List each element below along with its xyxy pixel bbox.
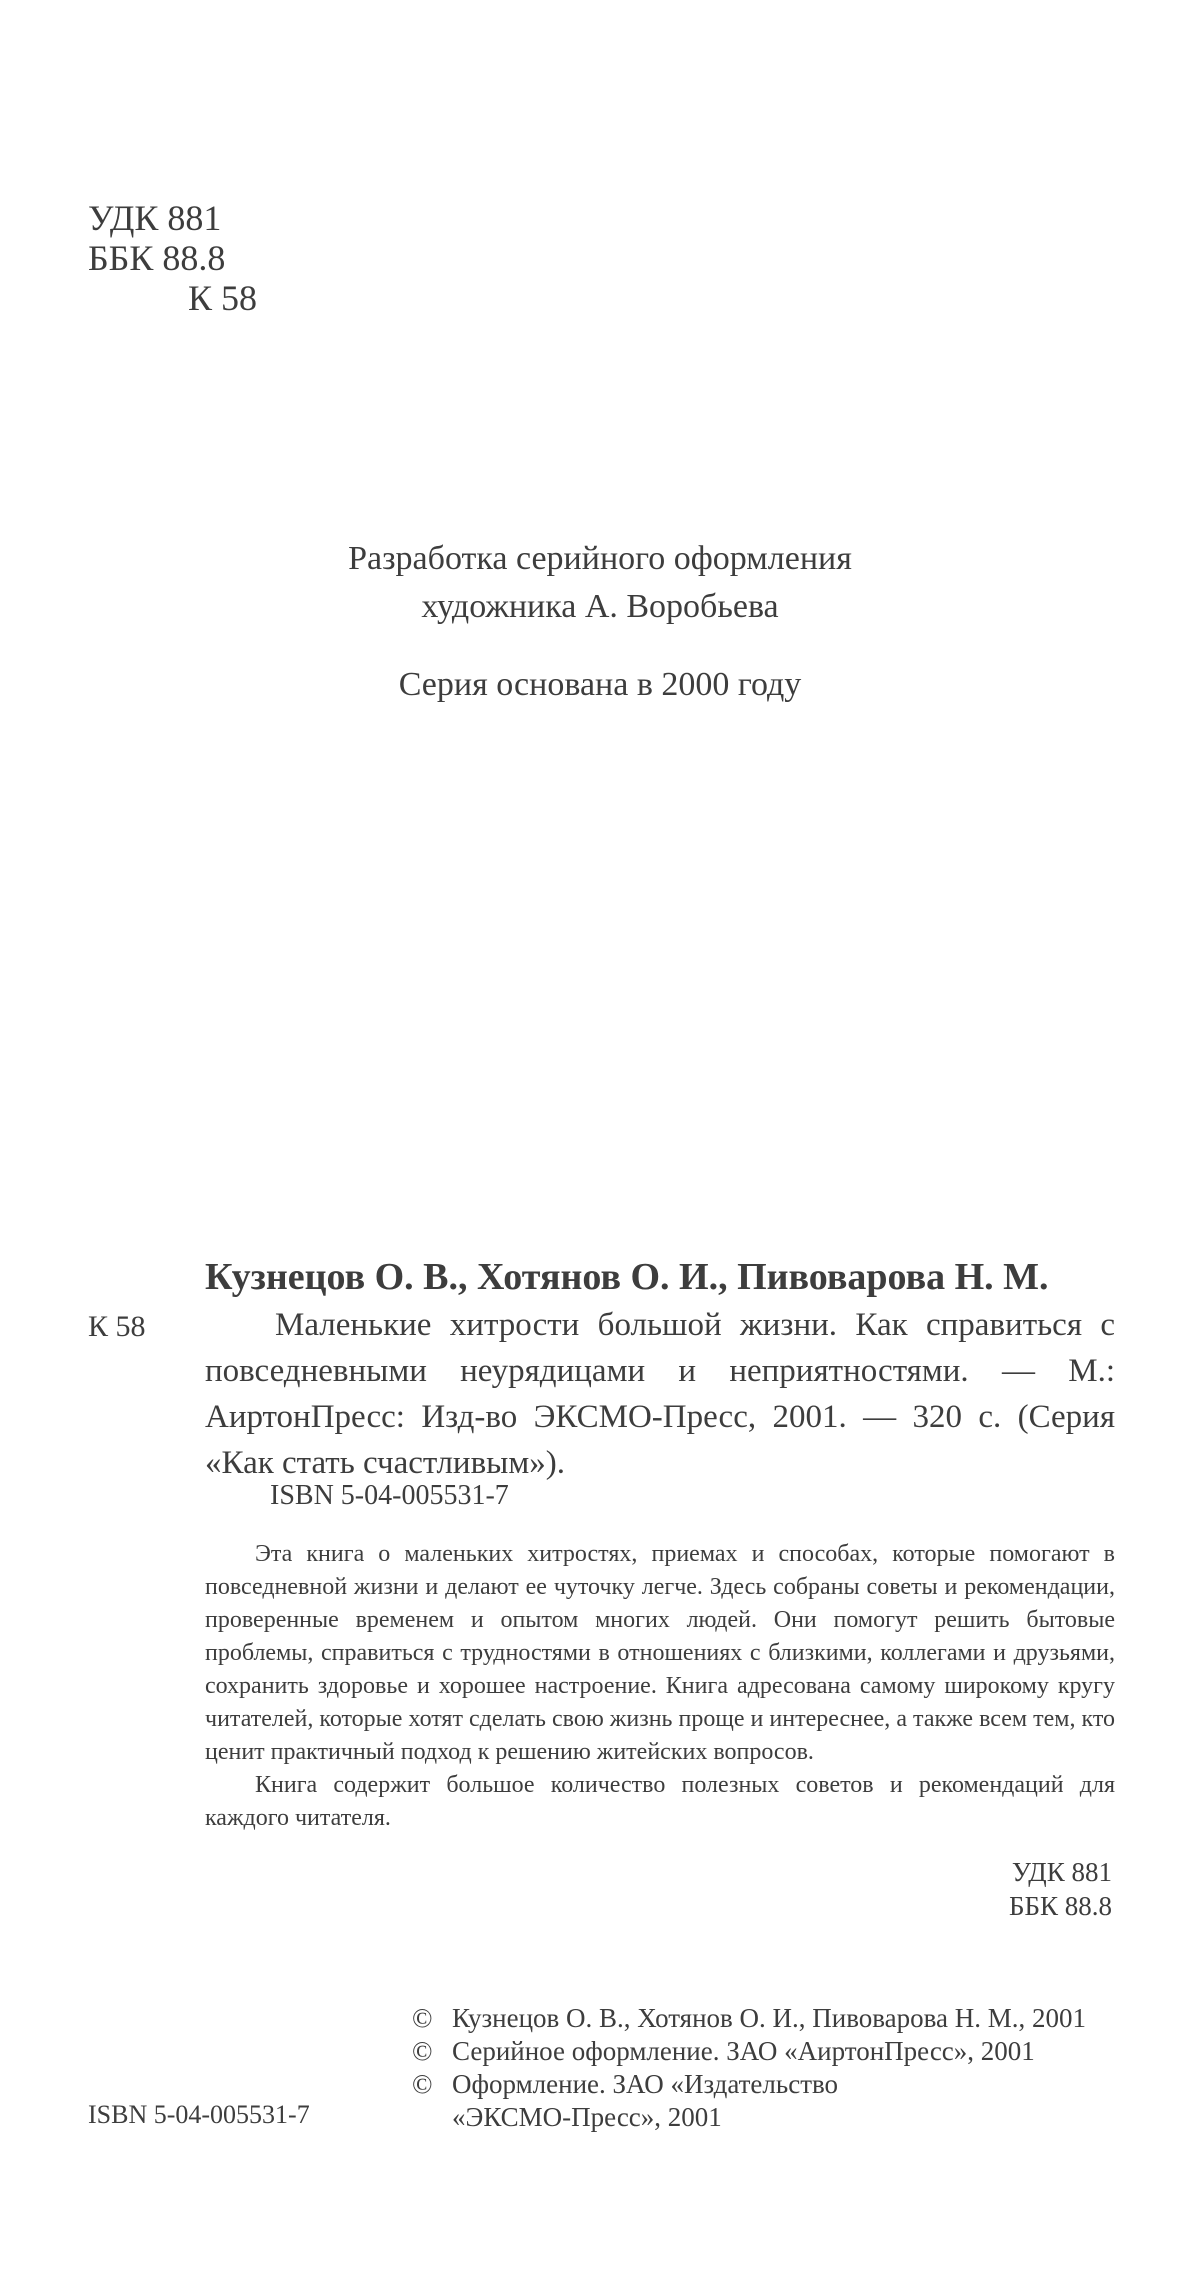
classification-codes: [88, 198, 257, 318]
isbn-bottom: ISBN 5-04-005531-7: [88, 2100, 310, 2129]
description-text: Маленькие хитрости большой жизни. Как справиться с повседневными неурядицами и неприятностями. — М.: АиртонПресс: Изд-во ЭКСМО-Пресс, 2001. — 320 с. (Серия «Как стать счастливым»).: [205, 1307, 1115, 1481]
copyright-symbol: ©: [412, 2003, 433, 2033]
copyright-symbol: ©: [412, 2036, 433, 2066]
copyright-line: © Кузнецов О. В., Хотянов О. И., Пивоварова Н. М., 2001: [412, 2003, 1087, 2033]
bottom-bbk: ББК 88.8: [1008, 1891, 1112, 1921]
series-note: [0, 535, 1200, 709]
copyright-symbol: ©: [412, 2069, 433, 2099]
author-sign: К 58: [188, 278, 258, 318]
annotation-paragraph-1: Эта книга о маленьких хитростях, приемах и способах, которые помогают в повседневной жизни и делают ее чуточку легче. Здесь собраны советы и рекомендации, проверенные временем и опытом многих людей. Они помогут решить бытовые проблемы, справиться с трудностями в отношениях с близкими, коллегами и друзьями, сохранить здоровье и хорошее настроение. Книга адресована самому широкому кругу читателей, которые хотят сделать свою жизнь проще и интереснее, а также всем тем, кто ценит практичный подход к решению житейских вопросов.: [205, 1541, 1115, 1765]
series-design-line2: художника А. Воробьева: [421, 588, 779, 625]
bibliographic-description: [205, 1302, 1115, 1486]
entry-mark: К 58: [88, 1310, 146, 1343]
copyright-block: [412, 2002, 1086, 2134]
series-design-line1: Разработка серийного оформления: [348, 540, 852, 577]
annotation: [205, 1538, 1115, 1835]
bottom-udk: УДК 881: [1011, 1857, 1112, 1887]
series-founded: Серия основана в 2000 году: [398, 666, 802, 703]
copyright-line: © Оформление. ЗАО «Издательство: [412, 2069, 839, 2099]
authors-line: Кузнецов О. В., Хотянов О. И., Пивоварова Н. М.: [205, 1256, 1049, 1298]
copyright-line: © Серийное оформление. ЗАО «АиртонПресс», 2001: [412, 2036, 1035, 2066]
bbk-code: ББК 88.8: [88, 238, 226, 278]
bottom-classification: [1009, 1855, 1112, 1923]
copyright-line-continued: «ЭКСМО-Пресс», 2001: [452, 2102, 722, 2132]
entry-isbn: ISBN 5-04-005531-7: [270, 1480, 509, 1511]
annotation-paragraph-2: Книга содержит большое количество полезных советов и рекомендаций для каждого читателя.: [205, 1772, 1115, 1831]
udk-code: УДК 881: [88, 198, 222, 238]
